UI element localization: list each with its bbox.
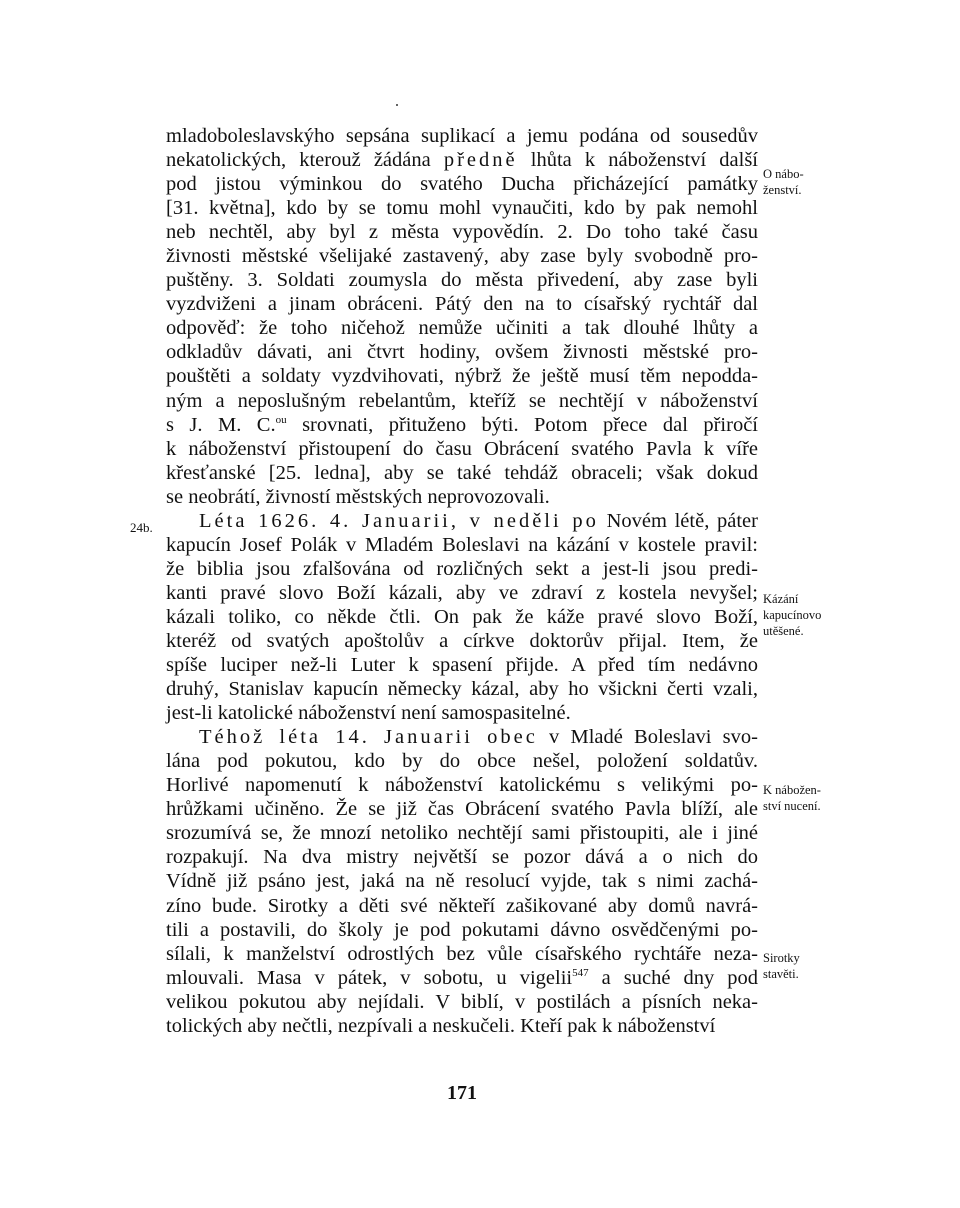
text-segment: puštěny. 3. Soldati zoumysla do města přivedení, aby zase byli <box>166 269 758 292</box>
text-segment: sílali, k manželství odrostlých bez vůle císařského rychtáře neza- <box>166 942 758 965</box>
margin-note-line: kapucínovo <box>763 608 822 622</box>
text-line <box>166 1014 758 1038</box>
text-line <box>166 869 758 893</box>
text-segment: tili a postavili, do školy je pod pokutami dávno osvědčenými po- <box>166 918 758 941</box>
margin-note-nuceni <box>763 782 821 814</box>
text-line <box>166 533 758 557</box>
text-line <box>166 340 758 364</box>
text-line <box>166 966 758 990</box>
text-line <box>166 845 758 869</box>
text-line <box>166 918 758 942</box>
text-line <box>166 268 758 292</box>
text-line <box>166 292 758 316</box>
text-line <box>166 148 758 172</box>
text-line <box>166 653 758 677</box>
text-segment: srovnati, přituženo býti. Potom přece dal přiročí <box>286 413 758 436</box>
margin-note-nabozenstvi <box>763 166 804 198</box>
text-line <box>166 677 758 701</box>
body-text <box>166 124 758 1038</box>
text-segment: Novém létě, páter <box>598 509 758 532</box>
text-line <box>166 413 758 437</box>
text-segment: rozpakují. Na dva mistry největší se pozor dává a o nich do <box>166 846 758 869</box>
text-line <box>166 172 758 196</box>
text-line <box>166 461 758 485</box>
text-segment: hrůžkami učiněno. Že se již čas Obrácení svatého Pavla blíží, ale <box>166 798 758 821</box>
text-line <box>166 894 758 918</box>
text-segment: [31. května], kdo by se tomu mohl vynaučiti, kdo by pak nemohl <box>166 197 758 220</box>
text-line <box>166 437 758 461</box>
spaced-text: Téhož léta 14. Januarii obec <box>199 726 538 749</box>
margin-note-line: Sirotky <box>763 951 800 965</box>
text-segment: ným a neposlušným rebelantům, kteříž se nechtějí v náboženství <box>166 389 758 412</box>
text-segment: kázali toliko, co někde čtli. On pak že káže pravé slovo Boží, <box>166 605 758 628</box>
text-segment: mlouvali. Masa v pátek, v sobotu, u vigelii <box>166 966 573 989</box>
margin-note-line: O nábo- <box>763 167 804 181</box>
text-segment: lhůta k náboženství další <box>517 149 758 172</box>
text-line <box>166 557 758 581</box>
text-segment: odpověď: že toho ničehož nemůže učiniti a tak dlouhé lhůty a <box>166 317 758 340</box>
text-line <box>166 509 758 533</box>
text-line <box>166 701 758 725</box>
margin-note-line: K nábožen- <box>763 783 821 797</box>
text-segment: kapucín Josef Polák v Mladém Boleslavi na kázání v kostele pravil: <box>166 533 758 556</box>
margin-note-line: stavěti. <box>763 967 799 981</box>
text-line <box>166 942 758 966</box>
text-segment: pod jistou výminkou do svatého Ducha přicházející památky <box>166 173 758 196</box>
text-segment: odkladův dávati, ani čtvrt hodiny, ovšem živnosti městské pro- <box>166 341 758 364</box>
text-segment: v Mladé Boleslavi svo- <box>537 726 758 749</box>
text-line <box>166 196 758 220</box>
text-line <box>166 364 758 388</box>
text-segment: Horlivé napomenutí k náboženství katolickému s velikými po- <box>166 774 758 797</box>
text-segment: neb nechtěl, aby byl z města vypovědín. 2. Do toho také času <box>166 221 758 244</box>
text-segment: křesťanské [25. ledna], aby se také tehdáž obraceli; však dokud <box>166 461 758 484</box>
superscript: ou <box>275 413 287 426</box>
margin-note-kazani <box>763 591 821 639</box>
text-line <box>166 629 758 653</box>
text-segment: Vídně již psáno jest, jaká na ně resolucí vyjde, tak s nimi zachá- <box>166 870 758 893</box>
text-segment: živnosti městské všelijaké zastavený, aby zase byly svobodně pro- <box>166 245 758 268</box>
text-line <box>166 990 758 1014</box>
text-line <box>166 797 758 821</box>
spaced-text: Léta 1626. 4. Januarii, v neděli po <box>199 509 599 532</box>
text-segment: spíše luciper než-li Luter k spasení přijde. A před tím nedávno <box>166 654 758 677</box>
text-line <box>166 605 758 629</box>
text-segment: mladoboleslavskýho sepsána suplikací a jemu podána od sousedův <box>166 125 758 147</box>
text-segment: velikou pokutou aby nejídali. V biblí, v postilách a písních neka- <box>166 990 758 1013</box>
margin-note-line: ství nucení. <box>763 799 821 813</box>
text-line <box>166 124 758 148</box>
text-line <box>166 244 758 268</box>
page-speck <box>396 104 398 106</box>
text-segment: lána pod pokutou, kdo by do obce nešel, položení soldatův. <box>166 750 758 773</box>
text-segment: k náboženství přistoupení do času Obrácení svatého Pavla k víře <box>166 437 758 460</box>
text-segment: a suché dny pod <box>588 966 758 989</box>
superscript: 547 <box>572 966 589 979</box>
text-segment: kteréž od svatých apoštolův a církve doktorův přijal. Item, že <box>166 629 758 652</box>
text-line <box>166 773 758 797</box>
margin-note-line: utěšené. <box>763 624 804 638</box>
text-segment: zíno bude. Sirotky a děti své někteří zašikované aby domů navrá- <box>166 894 758 917</box>
text-segment: jest-li katolické náboženství není samospasitelné. <box>166 702 571 725</box>
spaced-text: předně <box>443 149 518 172</box>
text-line <box>166 749 758 773</box>
text-line <box>166 316 758 340</box>
text-segment: vyzdviženi a jinam obráceni. Pátý den na to císařský rychtář dal <box>166 293 758 316</box>
text-line <box>166 725 758 749</box>
text-line <box>166 581 758 605</box>
text-segment: nekatolických, kterouž žádána <box>166 149 444 172</box>
text-line <box>166 485 758 509</box>
text-segment: s J. M. C. <box>166 413 276 436</box>
text-segment: tolických aby nečtli, nezpívali a neskučeli. Kteří pak k náboženství <box>166 1014 716 1037</box>
text-segment: se neobrátí, živností městských neprovozovali. <box>166 485 550 508</box>
margin-note-line: Kázání <box>763 592 799 606</box>
text-line <box>166 389 758 413</box>
margin-note-line: ženství. <box>763 183 802 197</box>
text-segment: kanti pravé slovo Boží kázali, aby ve zdraví z kostela nevyšel; <box>166 581 758 604</box>
text-line <box>166 220 758 244</box>
text-line <box>166 821 758 845</box>
text-segment: srozumívá se, že mnozí netoliko nechtějí sami přistoupiti, ale i jiné <box>166 822 758 845</box>
page-number: 171 <box>447 1082 477 1104</box>
text-segment: druhý, Stanislav kapucín německy kázal, aby ho všickni čerti vzali, <box>166 678 758 701</box>
folio-marker: 24b. <box>130 520 153 535</box>
text-segment: že biblia jsou zfalšována od rozličných sekt a jest-li jsou predi- <box>166 557 758 580</box>
text-segment: pouštěti a soldaty vyzdvihovati, nýbrž že ještě musí těm nepodda- <box>166 365 758 388</box>
margin-note-sirotky <box>763 950 800 982</box>
